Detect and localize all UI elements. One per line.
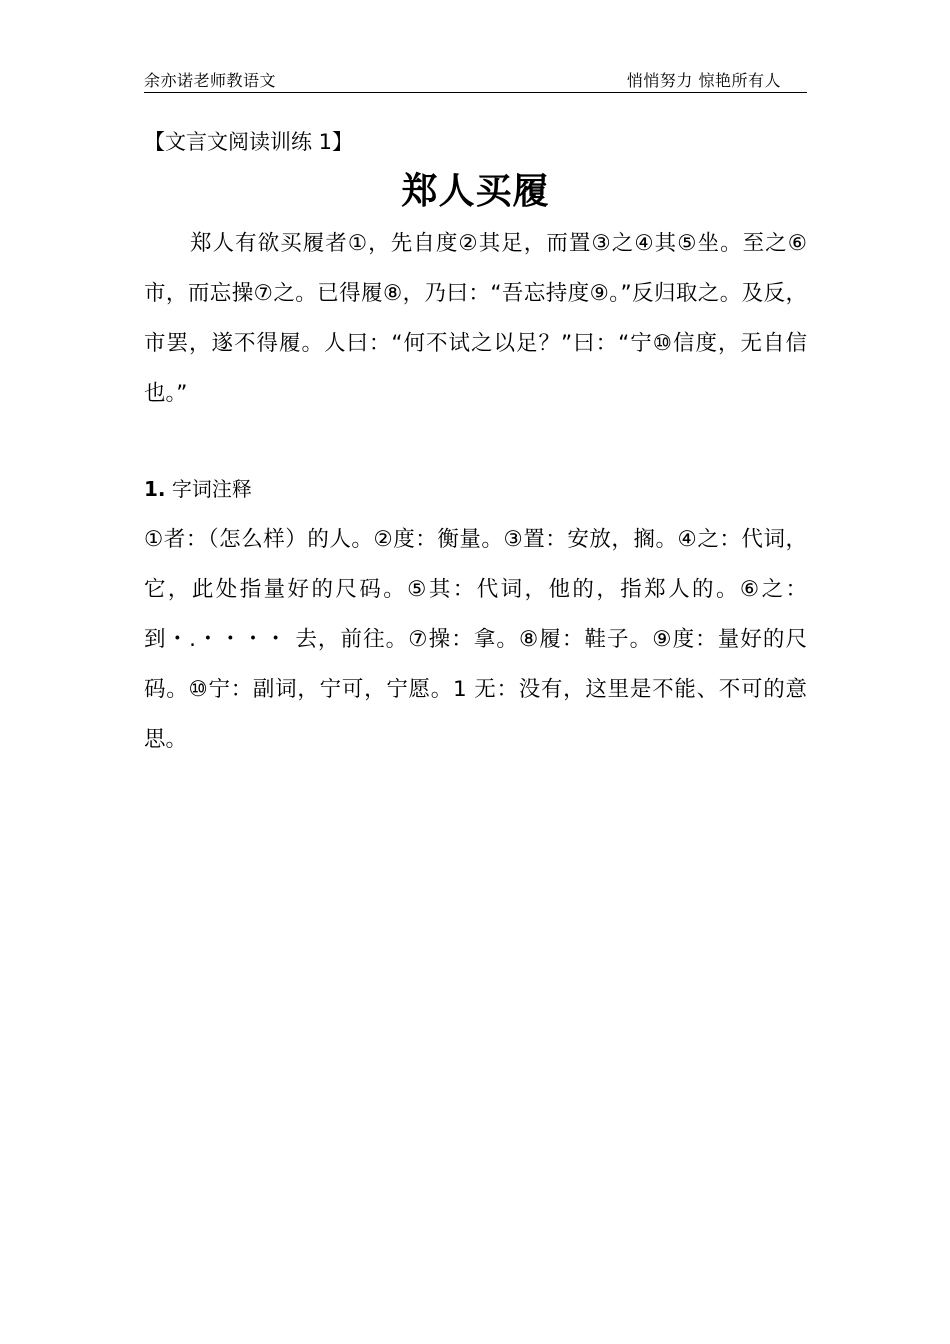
section-tag: 【文言文阅读训练 1】: [144, 130, 354, 154]
header-motto: 悄悄努力 惊艳所有人: [626, 71, 781, 90]
notes-heading-label: 字词注释: [171, 477, 252, 501]
page-header: [144, 66, 807, 93]
notes-heading: [144, 474, 252, 504]
notes-paragraph: ①者：（怎么样）的人。②度：衡量。③置：安放，搁。④之：代词，它，此处指量好的尺码。⑤其：代词，他的，指郑人的。⑥之：到・.・・・・ 去，前往。⑦操：拿。⑧履：鞋子。⑨度：量好的尺码。⑩宁：副词，宁可，宁愿。1 无：没有，这里是不能、不可的意思。: [144, 527, 807, 752]
page-title: 郑人买履: [401, 170, 550, 212]
header-author: 余亦诺老师教语文: [144, 71, 277, 90]
story-paragraph: 郑人有欲买履者①，先自度②其足，而置③之④其⑤坐。至之⑥市，而忘操⑦之。已得履⑧，乃曰：“吾忘持度⑨。”反归取之。及反，市罢，遂不得履。人曰：“何不试之以足？”曰：“宁⑩信度，无自信也。”: [144, 231, 807, 406]
notes-heading-number: 1.: [144, 477, 166, 501]
